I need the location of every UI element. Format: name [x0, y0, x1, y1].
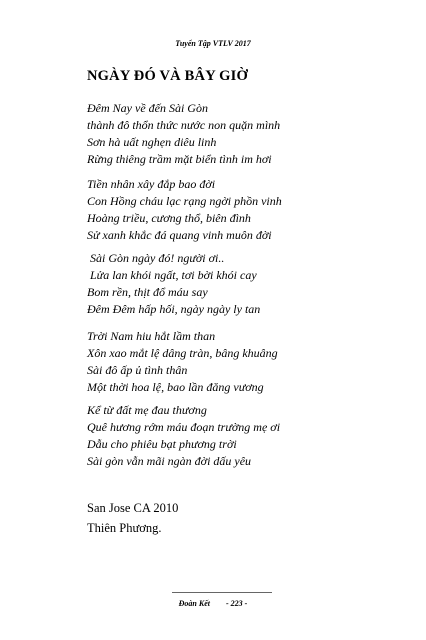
stanza-2 — [87, 176, 282, 244]
poem-line: Xôn xao mắt lệ dâng tràn, bâng khuâng — [87, 346, 278, 360]
poem-line: Bom rền, thịt đổ máu say — [87, 285, 208, 299]
signature-author: Thiên Phương. — [87, 521, 162, 535]
stanza-1 — [87, 100, 280, 168]
stanza-5 — [87, 402, 280, 470]
poem-line: Sài đô ấp ủ tình thân — [87, 363, 188, 377]
poem-line: Tiền nhân xây đắp bao đời — [87, 177, 216, 191]
poem-title: NGÀY ĐÓ VÀ BÂY GIỜ — [87, 68, 248, 84]
poem-line: Đêm Nay về đến Sài Gòn — [87, 101, 208, 115]
poem-line: Sơn hà uất nghẹn diêu linh — [87, 135, 217, 149]
poem-line: Một thời hoa lệ, bao lần đăng vương — [87, 380, 264, 394]
signature-block — [87, 498, 178, 538]
poem-line: thành đô thổn thức nước non quặn mình — [87, 118, 281, 132]
poem-line: Rừng thiêng trầm mặt biển tình im hơi — [87, 152, 272, 166]
stanza-3 — [87, 250, 260, 318]
poem-line: Quê hương rớm máu đoạn trường mẹ ơi — [87, 420, 281, 434]
poem-line: Hoàng triều, cương thổ, biên đình — [87, 211, 251, 225]
stanza-4 — [87, 328, 278, 396]
poem-line: Dẫu cho phiêu bạt phương trời — [87, 437, 237, 451]
poem-line: Đêm Đêm hấp hối, ngày ngày ly tan — [87, 302, 261, 316]
footer-publisher: Đoàn Kết — [178, 599, 210, 608]
signature-place: San Jose CA 2010 — [87, 501, 179, 515]
page-number: - 223 - — [226, 599, 248, 608]
poem-line: Sử xanh khắc đá quang vinh muôn đời — [87, 228, 272, 242]
poem-line: Sài gòn vẫn mãi ngàn đời dấu yêu — [87, 454, 252, 468]
poem-line: Kể từ đất mẹ đau thương — [87, 403, 207, 417]
poem-line: Lửa lan khói ngất, tơi bời khói cay — [87, 268, 257, 282]
running-footer — [0, 599, 426, 608]
poem-line: Con Hồng cháu lạc rạng ngời phồn vinh — [87, 194, 282, 208]
footer-divider — [172, 592, 272, 593]
running-header: Tuyển Tập VTLV 2017 — [175, 39, 251, 48]
poem-line: Sài Gòn ngày đó! người ơi.. — [87, 251, 225, 265]
poem-line: Trời Nam hiu hắt lầm than — [87, 329, 216, 343]
